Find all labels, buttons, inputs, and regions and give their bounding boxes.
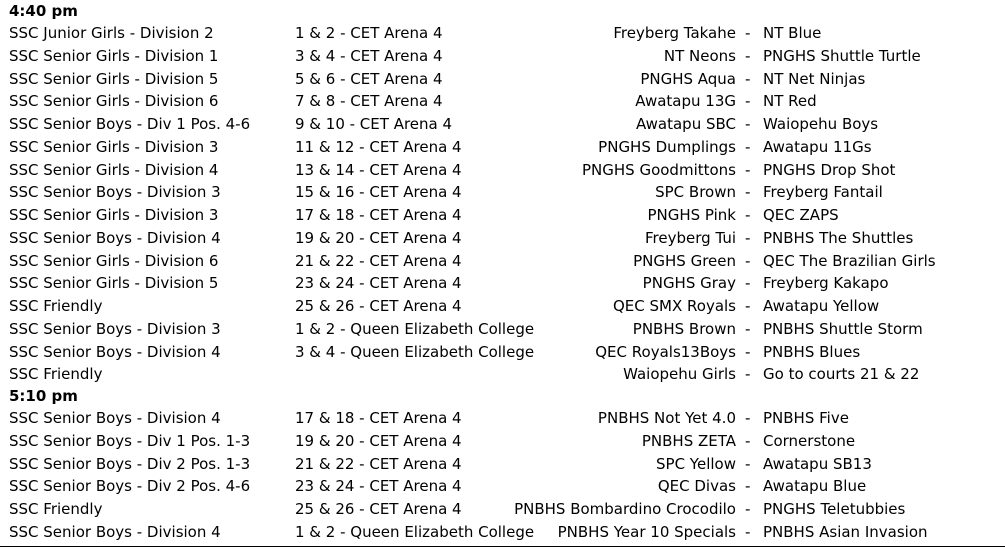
division-cell: SSC Senior Boys - Div 2 Pos. 1-3 [9, 454, 251, 473]
courts-cell: 3 & 4 - Queen Elizabeth College [295, 342, 535, 361]
division-cell: SSC Senior Girls - Division 3 [9, 206, 219, 224]
separator-dash: - [745, 137, 751, 156]
away-team-cell: PNBHS The Shuttles [763, 228, 914, 247]
courts-cell: 1 & 2 - CET Arena 4 [295, 24, 443, 42]
division-cell: SSC Senior Boys - Division 4 [9, 228, 221, 247]
home-team-cell: PNGHS Aqua [640, 69, 736, 88]
home-team-cell: PNGHS Dumplings [598, 137, 736, 156]
match-row [0, 318, 1005, 341]
match-row [0, 22, 1005, 45]
courts-cell: 17 & 18 - CET Arena 4 [295, 206, 462, 224]
away-team-cell: QEC The Brazilian Girls [763, 251, 936, 270]
separator-dash: - [745, 46, 751, 65]
courts-cell: 17 & 18 - CET Arena 4 [295, 409, 462, 427]
match-row [0, 295, 1005, 318]
separator-dash: - [745, 297, 751, 315]
courts-cell: 13 & 14 - CET Arena 4 [295, 160, 462, 179]
match-row [0, 113, 1005, 136]
away-team-cell: NT Blue [763, 24, 822, 42]
match-row [0, 475, 1005, 498]
courts-cell: 21 & 22 - CET Arena 4 [295, 454, 462, 473]
separator-dash: - [745, 319, 751, 338]
home-team-cell: PNBHS Bombardino Crocodilo [514, 500, 736, 518]
separator-dash: - [745, 183, 751, 202]
courts-cell: 1 & 2 - Queen Elizabeth College [295, 522, 535, 541]
courts-cell: 23 & 24 - CET Arena 4 [295, 477, 462, 496]
division-cell: SSC Senior Boys - Division 4 [9, 342, 221, 361]
match-row [0, 136, 1005, 159]
separator-dash: - [745, 477, 751, 496]
match-row [0, 341, 1005, 364]
session-time-heading: 4:40 pm [9, 2, 78, 20]
courts-cell: 9 & 10 - CET Arena 4 [295, 115, 453, 133]
separator-dash: - [745, 454, 751, 473]
away-team-cell: PNBHS Five [763, 409, 849, 427]
match-row [0, 363, 1005, 386]
division-cell: SSC Friendly [9, 297, 103, 315]
away-team-cell: Waiopehu Boys [763, 115, 879, 133]
match-row [0, 407, 1005, 430]
separator-dash: - [745, 365, 751, 384]
away-team-cell: Freyberg Kakapo [763, 274, 889, 293]
division-cell: SSC Senior Boys - Div 1 Pos. 1-3 [9, 431, 251, 450]
home-team-cell: PNGHS Green [633, 251, 736, 270]
away-team-cell: Awatapu SB13 [763, 454, 872, 473]
away-team-cell: PNGHS Teletubbies [763, 500, 906, 518]
division-cell: SSC Senior Girls - Division 6 [9, 251, 219, 270]
match-row [0, 453, 1005, 476]
bottom-rule [0, 546, 1005, 547]
home-team-cell: Waiopehu Girls [623, 365, 736, 384]
home-team-cell: PNBHS Not Yet 4.0 [597, 409, 736, 427]
separator-dash: - [745, 431, 751, 450]
home-team-cell: Freyberg Tui [645, 228, 736, 247]
away-team-cell: Cornerstone [763, 431, 856, 450]
match-row [0, 430, 1005, 453]
match-row [0, 498, 1005, 521]
division-cell: SSC Senior Boys - Div 1 Pos. 4-6 [9, 115, 251, 133]
courts-cell: 7 & 8 - CET Arena 4 [295, 92, 443, 111]
home-team-cell: PNGHS Pink [647, 206, 736, 224]
away-team-cell: PNGHS Drop Shot [763, 160, 896, 179]
division-cell: SSC Junior Girls - Division 2 [9, 24, 214, 42]
courts-cell: 5 & 6 - CET Arena 4 [295, 69, 443, 88]
courts-cell: 25 & 26 - CET Arena 4 [295, 500, 462, 518]
courts-cell: 3 & 4 - CET Arena 4 [295, 46, 443, 65]
home-team-cell: PNBHS ZETA [641, 431, 736, 450]
separator-dash: - [745, 251, 751, 270]
home-team-cell: Awatapu SBC [635, 115, 736, 133]
courts-cell: 19 & 20 - CET Arena 4 [295, 228, 462, 247]
home-team-cell: PNBHS Brown [632, 319, 736, 338]
courts-cell: 1 & 2 - Queen Elizabeth College [295, 319, 535, 338]
match-row [0, 90, 1005, 113]
match-row [0, 45, 1005, 68]
division-cell: SSC Senior Girls - Division 5 [9, 69, 219, 88]
division-cell: SSC Senior Girls - Division 5 [9, 274, 219, 293]
match-row [0, 227, 1005, 250]
courts-cell: 15 & 16 - CET Arena 4 [295, 183, 462, 202]
session-time-heading: 5:10 pm [9, 387, 78, 405]
division-cell: SSC Senior Boys - Division 3 [9, 319, 221, 338]
away-team-cell: PNBHS Shuttle Storm [763, 319, 923, 338]
separator-dash: - [745, 522, 751, 541]
courts-cell: 25 & 26 - CET Arena 4 [295, 297, 462, 315]
division-cell: SSC Senior Boys - Div 2 Pos. 4-6 [9, 477, 251, 496]
division-cell: SSC Senior Girls - Division 3 [9, 137, 219, 156]
separator-dash: - [745, 206, 751, 224]
away-team-cell: Go to courts 21 & 22 [763, 365, 920, 384]
match-row [0, 204, 1005, 227]
home-team-cell: PNGHS Goodmittons [582, 160, 736, 179]
separator-dash: - [745, 160, 751, 179]
home-team-cell: PNBHS Year 10 Specials [557, 522, 736, 541]
division-cell: SSC Senior Girls - Division 6 [9, 92, 219, 111]
away-team-cell: Awatapu Blue [763, 477, 867, 496]
match-row [0, 68, 1005, 91]
home-team-cell: Freyberg Takahe [613, 24, 736, 42]
separator-dash: - [745, 274, 751, 293]
separator-dash: - [745, 92, 751, 111]
division-cell: SSC Senior Girls - Division 4 [9, 160, 219, 179]
match-row [0, 521, 1005, 544]
home-team-cell: NT Neons [663, 46, 736, 65]
match-row [0, 250, 1005, 273]
division-cell: SSC Senior Boys - Division 4 [9, 522, 221, 541]
separator-dash: - [745, 69, 751, 88]
courts-cell: 21 & 22 - CET Arena 4 [295, 251, 462, 270]
division-cell: SSC Friendly [9, 365, 103, 384]
courts-cell: 11 & 12 - CET Arena 4 [295, 137, 462, 156]
match-row [0, 159, 1005, 182]
home-team-cell: PNGHS Gray [642, 274, 736, 293]
separator-dash: - [745, 228, 751, 247]
courts-cell: 19 & 20 - CET Arena 4 [295, 431, 462, 450]
home-team-cell: QEC Divas [657, 477, 736, 496]
away-team-cell: Awatapu 11Gs [763, 137, 872, 156]
away-team-cell: Freyberg Fantail [763, 183, 883, 202]
home-team-cell: SPC Brown [655, 183, 736, 202]
away-team-cell: PNGHS Shuttle Turtle [763, 46, 921, 65]
away-team-cell: QEC ZAPS [763, 206, 839, 224]
division-cell: SSC Senior Boys - Division 3 [9, 183, 221, 202]
home-team-cell: QEC Royals13Boys [595, 342, 736, 361]
separator-dash: - [745, 342, 751, 361]
away-team-cell: PNBHS Blues [763, 342, 861, 361]
division-cell: SSC Senior Boys - Division 4 [9, 409, 221, 427]
away-team-cell: PNBHS Asian Invasion [763, 522, 928, 541]
home-team-cell: SPC Yellow [656, 454, 736, 473]
match-row [0, 181, 1005, 204]
courts-cell: 23 & 24 - CET Arena 4 [295, 274, 462, 293]
away-team-cell: NT Net Ninjas [763, 69, 866, 88]
away-team-cell: Awatapu Yellow [763, 297, 880, 315]
separator-dash: - [745, 24, 751, 42]
separator-dash: - [745, 500, 751, 518]
home-team-cell: Awatapu 13G [635, 92, 736, 111]
match-row [0, 272, 1005, 295]
division-cell: SSC Senior Girls - Division 1 [9, 46, 219, 65]
home-team-cell: QEC SMX Royals [612, 297, 736, 315]
away-team-cell: NT Red [763, 92, 817, 111]
division-cell: SSC Friendly [9, 500, 103, 518]
separator-dash: - [745, 409, 751, 427]
separator-dash: - [745, 115, 751, 133]
